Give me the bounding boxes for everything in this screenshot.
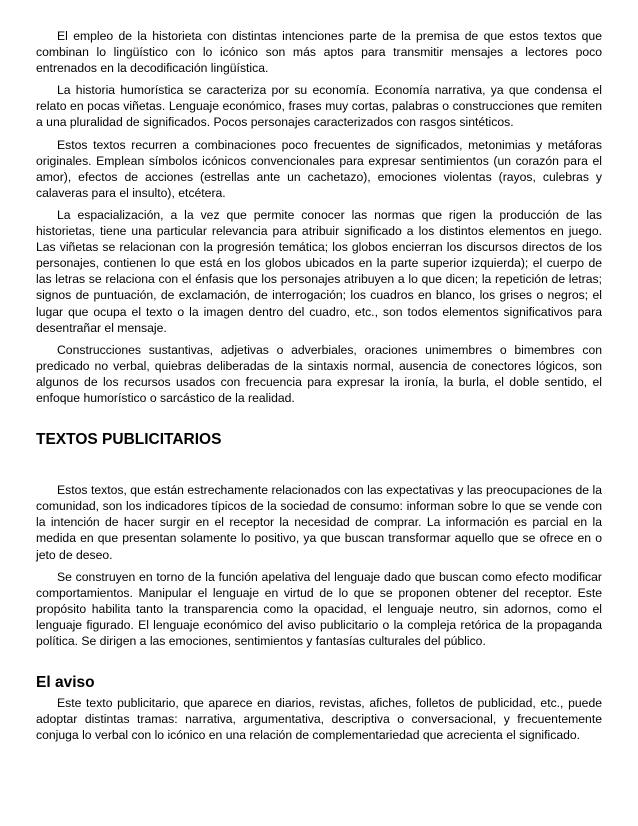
document-page [36, 28, 602, 749]
paragraph-simbolos-iconicos: Estos textos recurren a combinaciones poco frecuentes de significados, metonimias y metáforas originales. Emplean símbolos icónicos convencionales para expresar sentimientos (un corazón para el amor), efectos de acciones (estrellas ante un cachetazo), emociones violentas (rayos, culebras y calaveras para el insulto), etcétera. [36, 137, 602, 200]
paragraph-construcciones: Construcciones sustantivas, adjetivas o adverbiales, oraciones unimembres o bimembres con predicado no verbal, quiebras deliberadas de la sintaxis normal, ausencia de conectores lógicos, son algunos de los recursos usados con frecuencia para expresar la ironía, la burla, el doble sentido, el enfoque humorístico o sarcástico de la realidad. [36, 342, 602, 405]
paragraph-publicitarios-intro: Estos textos, que están estrechamente relacionados con las expectativas y las preocupaciones de la comunidad, son los indicadores típicos de la sociedad de consumo: informan sobre lo que se vende con la intención de hacer surgir en el receptor la necesidad de comprar. La información es parcial en la medida en que presentan solamente lo positivo, ya que buscan transformar aquello que se ofrece en o jeto de deseo. [36, 483, 602, 562]
paragraph-funcion-apelativa: Se construyen en torno de la función apelativa del lenguaje dado que buscan como efecto modificar comportamientos. Manipular el lenguaje en virtud de lo que se proponen obtener del receptor. Este propósito habilita tanto la transparencia como la opacidad, el lenguaje neutro, sin adornos, como el lenguaje figurado. El lenguaje económico del aviso publicitario o la compleja retórica de la propaganda política. Se dirigen a las emociones, sentimientos y fantasías culturales del público. [36, 569, 602, 648]
paragraph-aviso: Este texto publicitario, que aparece en diarios, revistas, afiches, folletos de publicidad, etc., puede adoptar distintas tramas: narrativa, argumentativa, descriptiva o conversacional, y frecuentemente conjuga lo verbal con lo icónico en una relación de complementariedad que acrecienta el significado. [36, 696, 602, 743]
heading-el-aviso: El aviso [36, 674, 95, 692]
paragraph-historia-humoristica: La historia humorística se caracteriza por su economía. Economía narrativa, ya que condensa el relato en pocas viñetas. Lenguaje económico, frases muy cortas, palabras o construcciones que remiten a una pluralidad de significados. Pocos personajes caracterizados con rasgos sintéticos. [36, 83, 602, 130]
heading-textos-publicitarios: TEXTOS PUBLICITARIOS [36, 431, 222, 449]
paragraph-espacializacion: La espacialización, a la vez que permite conocer las normas que rigen la producción de las historietas, tiene una particular relevancia para atribuir significado a los distintos elementos en juego. Las viñetas se relacionan con la progresión temática; los globos encierran los discursos directos de los personajes, contienen lo que está en los globos ubicados en la parte superior izquierda); el cuerpo de las letras se relaciona con el énfasis que los personajes atribuyen a lo que dicen; la repetición de letras; signos de puntuación, de exclamación, de interrogación; los cuadros en blanco, los grises o negros; el lugar que ocupa el texto o la imagen dentro del cuadro, etc., son todos elementos significativos para desentrañar el mensaje. [36, 207, 602, 335]
paragraph-historieta-empleo: El empleo de la historieta con distintas intenciones parte de la premisa de que estos textos que combinan lo lingüístico con lo icónico son más aptos para transmitir mensajes a lectores poco entrenados en la decodificación lingüística. [36, 29, 602, 76]
